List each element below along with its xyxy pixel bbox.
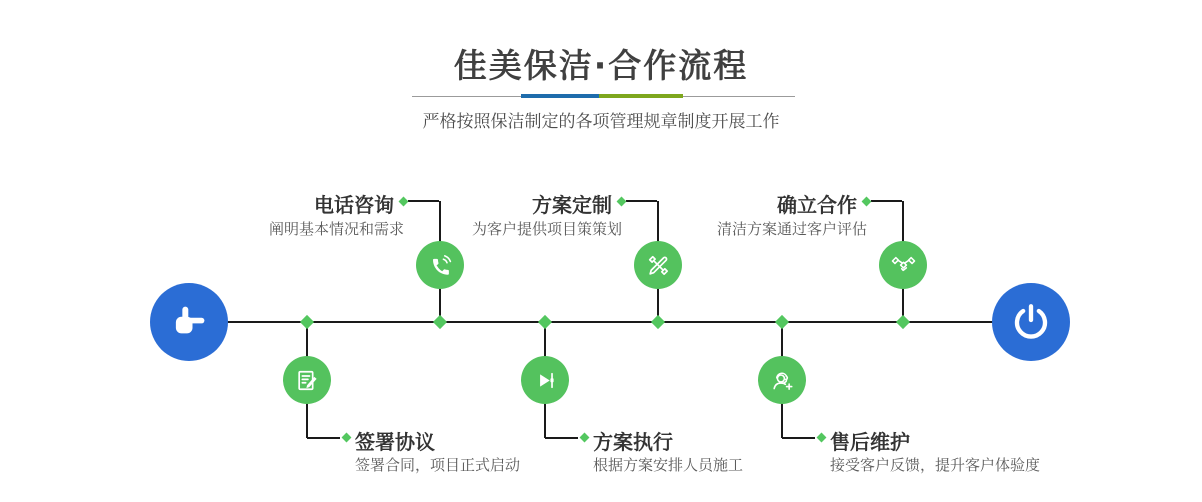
- pencil-design-icon: [645, 252, 672, 279]
- step-title: 确立合作: [777, 193, 857, 217]
- step-title: 电话咨询: [314, 193, 394, 217]
- label-diamond-marker: [617, 197, 627, 207]
- label-diamond-marker: [817, 433, 827, 443]
- connector-line: [626, 200, 657, 202]
- timeline-diamond-marker: [896, 315, 910, 329]
- step-desc: 阐明基本情况和需求: [268, 220, 404, 238]
- step-title: 方案定制: [532, 193, 612, 217]
- phone-call-icon: [427, 252, 454, 279]
- label-diamond-marker: [342, 433, 352, 443]
- step-node-design: [634, 241, 682, 289]
- handshake-icon: [890, 252, 917, 279]
- connector-line: [545, 437, 578, 439]
- step-title: 签署协议: [355, 430, 435, 454]
- connector-line: [871, 200, 902, 202]
- step-node-contract: [283, 356, 331, 404]
- timeline-diamond-marker: [433, 315, 447, 329]
- label-diamond-marker: [862, 197, 872, 207]
- label-diamond-marker: [399, 197, 409, 207]
- timeline-diamond-marker: [775, 315, 789, 329]
- step-node-execute: [521, 356, 569, 404]
- step-desc: 接受客户反馈，提升客户体验度: [830, 456, 1041, 474]
- step-desc: 为客户提供项目策策划: [471, 220, 622, 238]
- step-title: 方案执行: [593, 430, 673, 454]
- timeline-diamond-marker: [538, 315, 552, 329]
- process-start-node: [150, 283, 228, 361]
- divider-blue-segment: [521, 94, 599, 98]
- title-divider: [412, 94, 795, 99]
- connector-line: [782, 437, 815, 439]
- play-execute-icon: [532, 367, 559, 394]
- step-node-handshake: [879, 241, 927, 289]
- step-desc: 根据方案安排人员施工: [593, 456, 744, 474]
- page-subtitle: 严格按照保洁制定的各项管理规章制度开展工作: [422, 112, 780, 132]
- headset-plus-icon: [769, 367, 796, 394]
- label-diamond-marker: [580, 433, 590, 443]
- power-icon: [1011, 302, 1051, 342]
- page-title: 佳美保洁·合作流程: [453, 46, 749, 85]
- process-end-node: [992, 283, 1070, 361]
- step-node-aftersales: [758, 356, 806, 404]
- step-desc: 签署合同，项目正式启动: [355, 456, 521, 474]
- divider-green-segment: [599, 94, 683, 98]
- step-title: 售后维护: [830, 430, 910, 454]
- step-desc: 清洁方案通过客户评估: [716, 220, 867, 238]
- step-node-phone: [416, 241, 464, 289]
- timeline-diamond-marker: [300, 315, 314, 329]
- timeline-main-line: [200, 321, 1000, 323]
- connector-line: [408, 200, 439, 202]
- connector-line: [307, 437, 340, 439]
- timeline-diamond-marker: [651, 315, 665, 329]
- document-sign-icon: [294, 367, 321, 394]
- pointing-hand-icon: [168, 301, 210, 343]
